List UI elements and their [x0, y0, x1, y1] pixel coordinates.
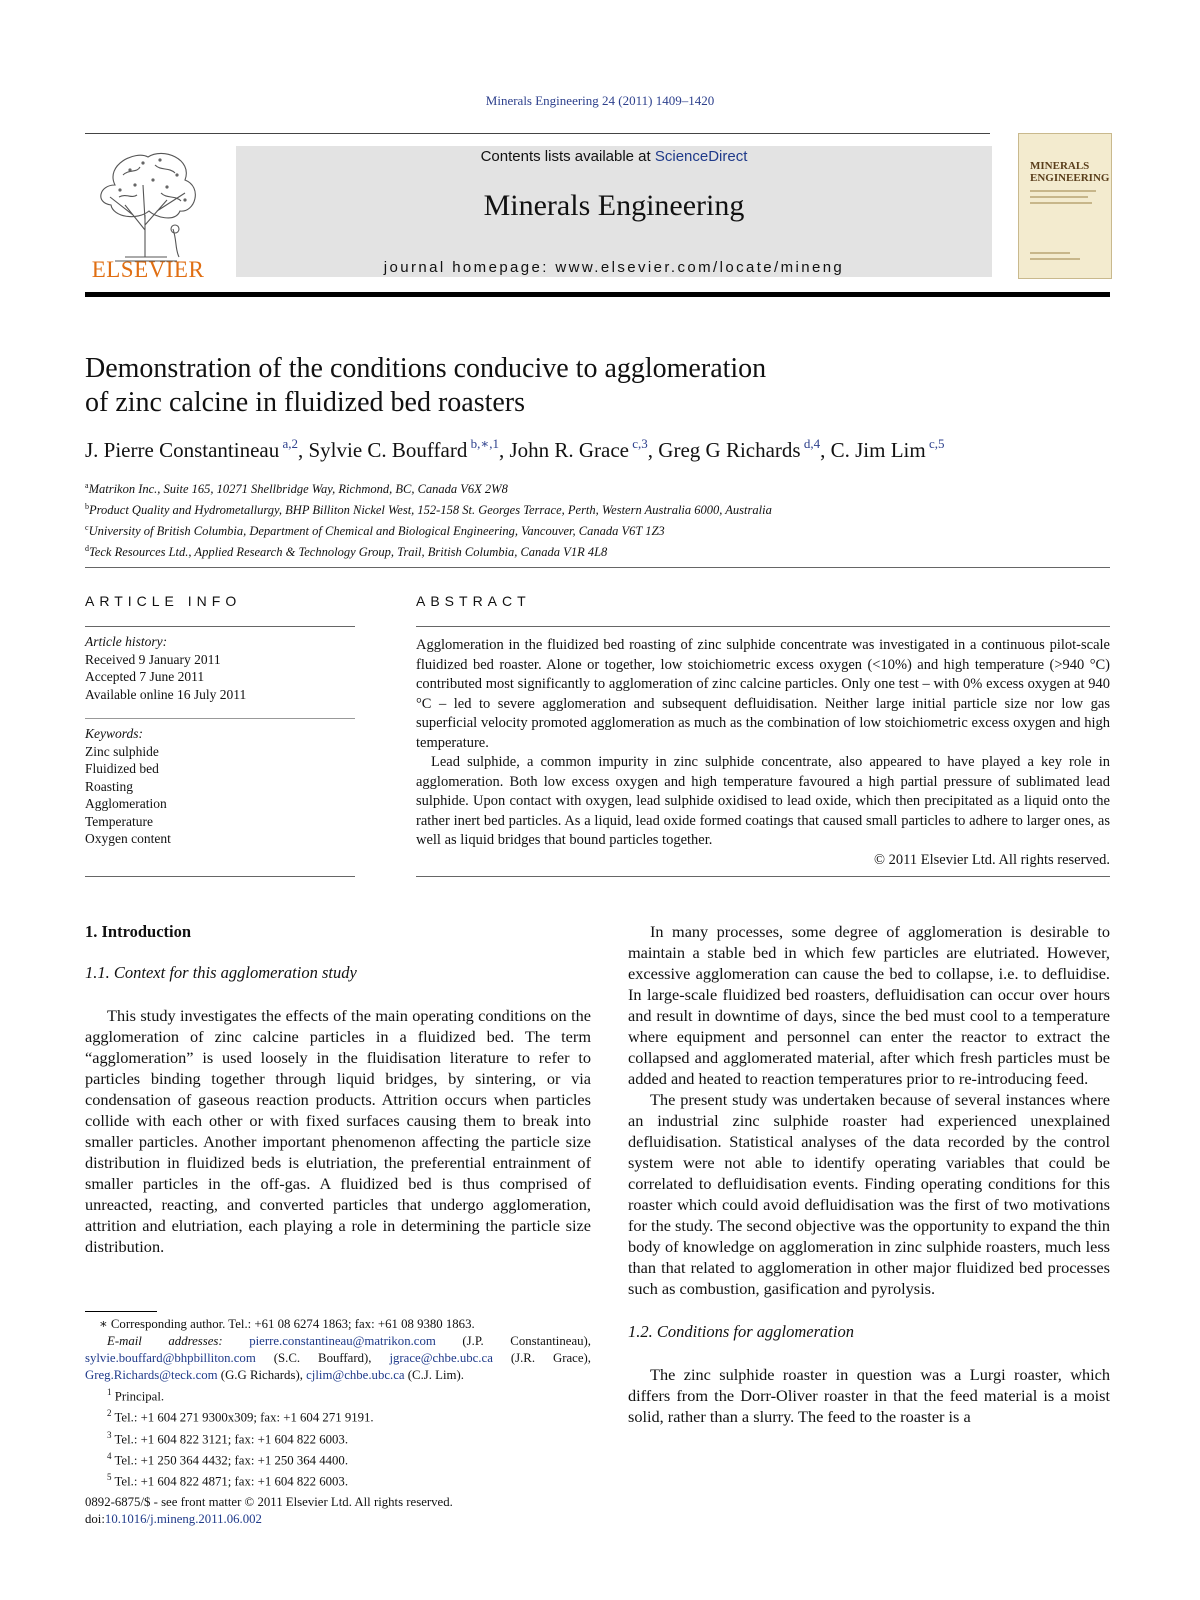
footnote-rule: [85, 1311, 157, 1312]
subsection-heading: 1.2. Conditions for agglomeration: [628, 1322, 854, 1341]
author-name: John R. Grace: [509, 438, 630, 462]
affiliation-text: Teck Resources Ltd., Applied Research & Technology Group, Trail, British Columbia, Canada V1R 4L8: [89, 545, 608, 559]
email-link[interactable]: jgrace@chbe.ubc.ca: [389, 1351, 493, 1365]
abstract-paragraph: Lead sulphide, a common impurity in zinc sulphide concentrate, also appeared to have played a key role in agglomeration. Both low excess oxygen and high temperature favoured a high partial pressure of sublimated lead sulphide. Upon contact with oxygen, lead sulphide oxidised to lead oxide, which then precipitated as a liquid onto the rather inert bed particles. As a liquid, lead oxide formed coatings that caused small particles to adhere to larger ones, as well as liquid bridges that bound particles together.: [416, 754, 1110, 848]
section-heading: 1. Introduction: [85, 922, 192, 941]
title-line: Demonstration of the conditions conducive to agglomeration: [85, 353, 767, 384]
author-sep: ,: [820, 438, 831, 462]
author-name: J. Pierre Constantineau: [85, 438, 280, 462]
journal-homepage-link[interactable]: journal homepage: www.elsevier.com/locate/mineng: [383, 259, 845, 276]
cover-decor-line: [1030, 190, 1096, 192]
article-title: [85, 352, 965, 420]
email-addresses: [85, 1333, 591, 1384]
email-link[interactable]: Greg.Richards@teck.com: [85, 1368, 218, 1382]
footnote-text: Tel.: +1 604 271 9300x309; fax: +1 604 271 9191.: [114, 1410, 374, 1425]
author-sep: ,: [498, 438, 510, 462]
contents-line: [236, 148, 992, 165]
abstract-body: [416, 636, 1110, 870]
corresponding-author-note: ∗ Corresponding author. Tel.: +61 08 6274 1863; fax: +61 08 9380 1863.: [99, 1317, 475, 1331]
keyword: Temperature: [85, 813, 154, 829]
doi-link[interactable]: 10.1016/j.mineng.2011.06.002: [104, 1512, 262, 1526]
online-date: Available online 16 July 2011: [85, 686, 247, 702]
email-link[interactable]: cjlim@chbe.ubc.ca: [306, 1368, 405, 1382]
body-paragraph: The present study was undertaken because of several instances where an industrial zinc sulphide roaster had experienced unexplained defluidisation. Statistical analyses of the data recorded by the control system were not able to identify operating variables that could be correlated to defluidisation events. Finding operating conditions for this roaster which could avoid defluidisation was the first of two motivations for the study. The second objective was the opportunity to expand the thin body of knowledge on agglomeration in zinc sulphide roasters, much less than that related to agglomeration in other major fluidized bed processes such as combustion, gasification and pyrolysis.: [628, 1090, 1110, 1298]
keyword: Zinc sulphide: [85, 743, 159, 759]
title-line: of zinc calcine in fluidized bed roasters: [85, 387, 526, 418]
footnote: [85, 1469, 591, 1490]
abstract-divider: [416, 876, 1110, 877]
title-divider: [85, 567, 1110, 568]
footnote-text: Tel.: +1 250 364 4432; fax: +1 250 364 4400.: [114, 1453, 349, 1468]
journal-citation[interactable]: Minerals Engineering 24 (2011) 1409–1420: [485, 93, 715, 108]
email-label: E-mail addresses:: [107, 1334, 223, 1348]
body-column-right: [628, 921, 1110, 1427]
copyright: © 2011 Elsevier Ltd. All rights reserved.: [874, 851, 1110, 868]
footnote: [85, 1427, 591, 1448]
keyword: Agglomeration: [85, 796, 167, 811]
body-paragraph: In many processes, some degree of agglomeration is desirable to maintain a stable bed in which few particles are elutriated. However, excessive agglomeration can cause the bed to collapse, i.e. to defluidise. In large-scale fluidized bed roasters, defluidisation can occur over hours and result in downtime of days, since the bed must cool to a temperature where equipment and personnel can enter the reactor to extract the collapsed and agglomerated material, after which fresh particles must be added and heated to reaction temperatures prior to re-introducing feed.: [628, 922, 1110, 1088]
affiliation-key: c: [85, 523, 89, 532]
keywords: [85, 725, 355, 848]
subsection-heading: 1.1. Context for this agglomeration study: [85, 963, 357, 982]
footnote-text: Principal.: [114, 1389, 165, 1404]
author-affil-link[interactable]: b,∗,1: [470, 436, 499, 451]
affiliation-text: University of British Columbia, Department of Chemical and Biological Engineering, Vancouver, Canada V6T 1Z3: [88, 524, 665, 538]
affiliation-text: Matrikon Inc., Suite 165, 10271 Shellbridge Way, Richmond, BC, Canada V6X 2W8: [88, 482, 508, 496]
email-owner: (J.R. Grace),: [492, 1351, 591, 1365]
author-sep: ,: [298, 438, 309, 462]
keyword: Oxygen content: [85, 831, 171, 846]
email-owner: (S.C. Bouffard),: [255, 1351, 390, 1365]
info-divider: [85, 876, 355, 877]
footnote-text: Tel.: +1 604 822 3121; fax: +1 604 822 6003.: [114, 1431, 349, 1446]
issn-line: 0892-6875/$ - see front matter © 2011 Elsevier Ltd. All rights reserved.: [85, 1495, 453, 1509]
footnote: [85, 1405, 591, 1426]
keywords-label: Keywords:: [85, 726, 143, 741]
cover-decor-line: [1030, 258, 1080, 260]
affiliation-text: Product Quality and Hydrometallurgy, BHP Billiton Nickel West, 152-158 St. Georges Terrace, Perth, Western Australia 6000, Australia: [89, 503, 772, 517]
affiliation: [85, 540, 1115, 561]
doi-prefix: doi:: [85, 1512, 105, 1526]
keyword: Roasting: [85, 778, 134, 794]
abstract-divider: [416, 626, 1110, 627]
received-date: Received 9 January 2011: [85, 651, 221, 667]
author-name: Greg G Richards: [658, 438, 801, 462]
journal-name: Minerals Engineering: [483, 189, 745, 222]
affiliation-key: a: [85, 481, 89, 490]
journal-cover-thumbnail[interactable]: [1018, 133, 1112, 279]
email-link[interactable]: sylvie.bouffard@bhpbilliton.com: [85, 1351, 256, 1365]
affiliation: [85, 498, 1115, 519]
email-link[interactable]: pierre.constantineau@matrikon.com: [249, 1334, 436, 1348]
affiliation: [85, 477, 1115, 498]
footnote-text: Tel.: +1 604 822 4871; fax: +1 604 822 6003.: [114, 1474, 349, 1489]
footnotes: [85, 1316, 591, 1490]
affiliation: [85, 519, 1115, 540]
footnote-number: 4: [107, 1450, 112, 1461]
sciencedirect-link[interactable]: ScienceDirect: [654, 148, 748, 165]
article-history: [85, 633, 355, 703]
cover-title: MINERALS ENGINEERING: [1030, 160, 1110, 184]
body-paragraph: This study investigates the effects of the main operating conditions on the agglomeration of zinc calcine particles in a fluidized bed. The term “agglomeration” is used loosely in the fluidisation literature to refer to particles binding together through liquid bridges, by sintering, or via condensation of gaseous reaction products. Attrition occurs when particles collide with each other or with fixed surfaces causing them to break into smaller particles. Another important phenomenon affecting the particle size distribution in fluidized beds is elutriation, the preferential entrainment of smaller particles in the off-gas. A fluidized bed is thus comprised of unreacted, reacting, and converted particles that undergo agglomeration, attrition and elutriation, each playing a role in determining the particle size distribution.: [85, 1006, 591, 1256]
doi-line: [85, 1511, 685, 1528]
author-list: [85, 436, 1125, 463]
footnote: [85, 1384, 591, 1405]
abstract-paragraph: Agglomeration in the fluidized bed roasting of zinc sulphide concentrate was investigated in a continuous pilot-scale fluidized bed roaster. Alone or together, low stoichiometric excess oxygen (<10%) and high temperature (>940 °C) contributed most significantly to agglomeration of zinc calcine particles. Only one test – with 0% excess oxygen at 940 °C – led to severe agglomeration and subsequent defluidisation. Neither large initial particle size nor low gas superficial velocity promoted agglomeration as much as the combination of low stoichiometric excess oxygen and high temperature.: [416, 637, 1110, 751]
keyword: Fluidized bed: [85, 761, 159, 776]
footnote-number: 3: [107, 1429, 112, 1440]
cover-decor-line: [1030, 196, 1088, 198]
body-column-left: [85, 921, 591, 1257]
masthead-bottom-rule: [85, 292, 1110, 297]
accepted-date: Accepted 7 June 2011: [85, 669, 205, 684]
cover-decor-line: [1030, 202, 1092, 204]
author-affil-link[interactable]: a,2: [282, 436, 298, 451]
email-owner: (C.J. Lim).: [404, 1368, 464, 1382]
affiliation-key: b: [85, 502, 89, 511]
article-info-heading: ARTICLE INFO: [85, 593, 242, 609]
author-name: C. Jim Lim: [830, 438, 926, 462]
author-sep: ,: [647, 438, 659, 462]
affiliations: [85, 477, 1115, 561]
author-affil-link[interactable]: c,5: [928, 436, 945, 451]
footnote-number: 5: [107, 1472, 112, 1483]
history-label: Article history:: [85, 634, 168, 649]
info-divider: [85, 626, 355, 627]
abstract-heading: ABSTRACT: [416, 593, 531, 609]
masthead-top-rule: [85, 133, 990, 134]
footnote: [85, 1448, 591, 1469]
issn-doi-block: [85, 1494, 685, 1528]
body-paragraph: The zinc sulphide roaster in question was a Lurgi roaster, which differs from the Dorr-Oliver roaster in that the feed material is a moist solid, rather than a slurry. The feed to the roaster is a: [628, 1365, 1110, 1426]
footnote-number: 1: [107, 1387, 112, 1397]
email-owner: (J.P. Constantineau),: [435, 1334, 591, 1348]
author-affil-link[interactable]: c,3: [632, 436, 648, 451]
affiliation-key: d: [85, 544, 89, 553]
author-name: Sylvie C. Bouffard: [308, 438, 468, 462]
footnote-number: 2: [107, 1408, 112, 1419]
elsevier-wordmark: ELSEVIER: [91, 257, 205, 282]
info-divider: [85, 718, 355, 719]
cover-decor-line: [1030, 252, 1070, 254]
email-owner: (G.G Richards),: [217, 1368, 307, 1382]
contents-prefix: Contents lists available at: [480, 148, 655, 165]
author-affil-link[interactable]: d,4: [803, 436, 821, 451]
